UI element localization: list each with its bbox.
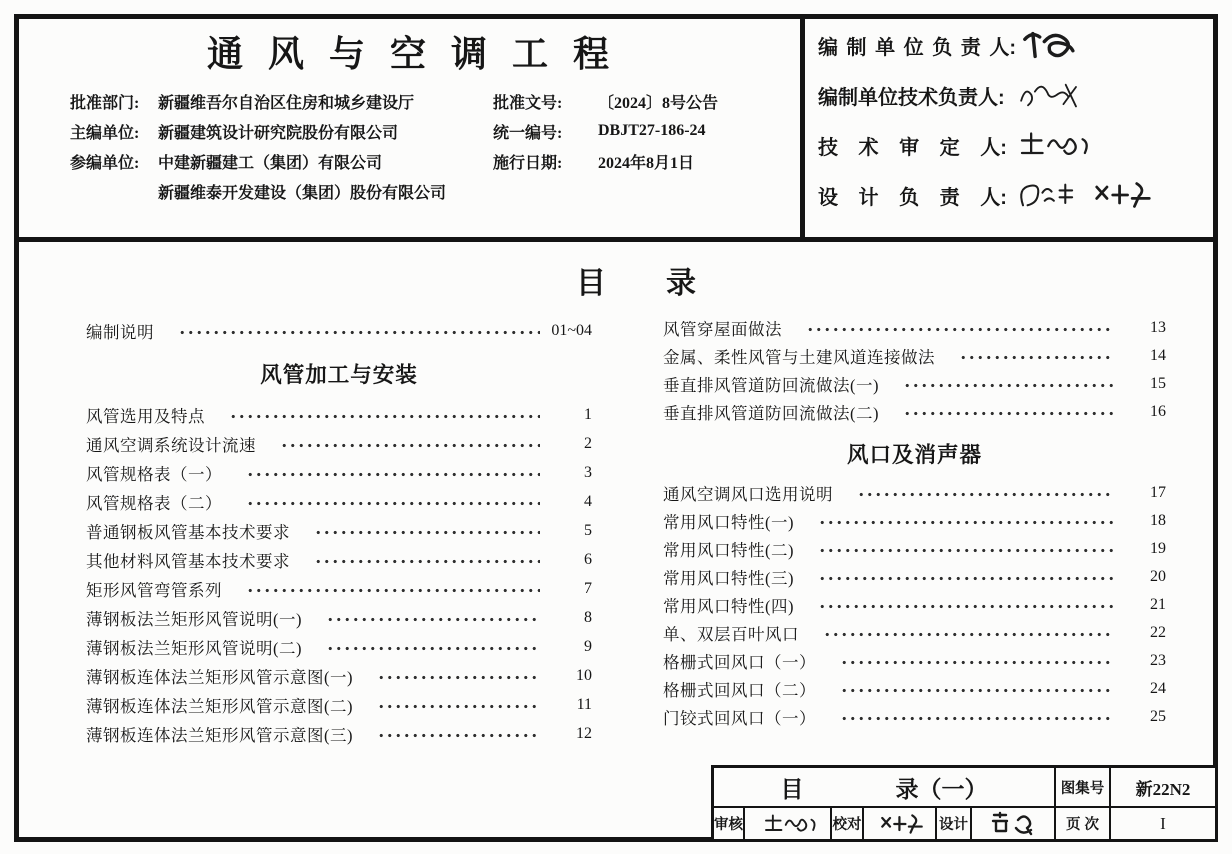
dot-leader [903, 380, 1114, 392]
signer-label: 设 计 负 责 人: [818, 186, 1007, 209]
dot-leader [959, 352, 1114, 364]
dot-leader [377, 671, 540, 683]
toc-entry-page: 19 [1150, 540, 1166, 557]
handwritten-signature [1087, 179, 1159, 211]
signer-label: 技 术 审 定 人: [818, 136, 1007, 159]
atlas-no-label: 图集号 [1056, 768, 1111, 806]
toc-heading: 目 录 [576, 267, 696, 300]
dot-leader [823, 629, 1114, 641]
toc-entry-page: 16 [1150, 403, 1166, 420]
dot-leader [857, 489, 1114, 501]
approval-row [70, 116, 446, 146]
signer-row [818, 120, 1218, 170]
toc-entry-title: 垂直排风管道防回流做法(二) [663, 404, 879, 423]
dot-leader [280, 439, 540, 451]
dot-leader [229, 410, 540, 422]
designer-signature-cell [972, 808, 1056, 839]
toc-entry-title: 薄钢板连体法兰矩形风管示意图(一) [86, 667, 353, 687]
approval-label: 主编单位: [70, 124, 140, 142]
toc-entry [86, 458, 592, 487]
dot-leader [840, 657, 1114, 669]
toc-entry-title: 薄钢板法兰矩形风管说明(二) [86, 638, 302, 658]
toc-entry-page: 22 [1150, 624, 1166, 641]
handwritten-signature [1012, 129, 1096, 161]
reviewer-signature-cell [745, 808, 832, 839]
toc-entry [663, 535, 1166, 563]
title-block-row [714, 808, 1215, 839]
handwritten-signature [872, 812, 932, 836]
signer-label: 编 制 单 位 负 责 人: [818, 36, 1016, 59]
checker-signature-cell [864, 808, 937, 839]
handwritten-signature [1021, 29, 1095, 61]
designer-label: 设计 [937, 808, 972, 839]
toc-entry [663, 314, 1166, 342]
signer-row [818, 20, 1218, 70]
approval-value: 2024年8月1日 [598, 154, 695, 172]
toc-entry [663, 619, 1166, 647]
dot-leader [246, 468, 540, 480]
toc-entry-title: 风管穿屋面做法 [663, 320, 782, 339]
dot-leader [377, 729, 540, 741]
dot-leader [326, 642, 540, 654]
toc-entry [86, 603, 592, 632]
approval-value: 新疆维吾尔自治区住房和城乡建设厅 [158, 94, 415, 112]
toc-entry-page: 11 [576, 695, 592, 713]
toc-entry [86, 316, 592, 345]
toc-section-title: 风口及消声器 [846, 443, 982, 467]
toc-entry-title: 单、双层百叶风口 [663, 625, 799, 644]
approval-label: 参编单位: [70, 154, 140, 172]
toc-entry [663, 647, 1166, 675]
approval-row [70, 86, 446, 116]
approval-label: 统一编号: [493, 124, 563, 142]
toc-entry-title: 格栅式回风口（一） [663, 653, 816, 672]
toc-entry-title: 门铰式回风口（一） [663, 709, 816, 728]
approval-info-left [70, 86, 446, 206]
toc-entry-page: 5 [584, 521, 592, 539]
toc-entry-title: 通风空调系统设计流速 [86, 435, 256, 455]
toc-column-right [663, 314, 1166, 731]
toc-entry-page: 1 [584, 405, 592, 423]
toc-entry-title: 常用风口特性(四) [663, 597, 794, 616]
dot-leader [178, 326, 540, 338]
reviewer-label: 审核 [714, 808, 745, 839]
toc-entry-page: 9 [584, 637, 592, 655]
document-title: 通 风 与 空 调 工 程 [206, 33, 611, 74]
dot-leader [314, 526, 540, 538]
dot-leader [818, 545, 1114, 557]
signature-block [805, 20, 1218, 236]
atlas-no-value: 新22N2 [1135, 779, 1191, 799]
toc-entry [663, 370, 1166, 398]
toc-entry-page: 12 [576, 724, 592, 742]
toc-entry-page: 14 [1150, 347, 1166, 364]
toc-entry-title: 薄钢板连体法兰矩形风管示意图(三) [86, 725, 353, 745]
toc-entry-title: 通风空调风口选用说明 [663, 485, 833, 504]
toc-entry [86, 487, 592, 516]
approval-label: 批准文号: [493, 94, 563, 112]
toc-entry-page: 4 [584, 492, 592, 510]
sheet-title: 目 录（一） [714, 768, 1056, 806]
toc-entry-title: 编制说明 [86, 322, 154, 342]
toc-entry-page: 18 [1150, 512, 1166, 529]
toc-entry [86, 632, 592, 661]
toc-entry [86, 719, 592, 748]
toc-entry [663, 675, 1166, 703]
dot-leader [818, 601, 1114, 613]
toc-entry-title: 垂直排风管道防回流做法(一) [663, 376, 879, 395]
horizontal-divider [14, 237, 1218, 242]
toc-entry-title: 常用风口特性(一) [663, 513, 794, 532]
signer-label: 编制单位技术负责人: [818, 86, 1005, 109]
approval-info-right [493, 86, 718, 176]
toc-entry-page: 10 [576, 666, 592, 684]
dot-leader [840, 713, 1114, 725]
approval-row [70, 176, 446, 206]
dot-leader [246, 584, 540, 596]
toc-entry [663, 398, 1166, 426]
toc-entry [86, 400, 592, 429]
handwritten-signature [1010, 79, 1094, 111]
toc-entry [86, 429, 592, 458]
dot-leader [818, 573, 1114, 585]
toc-entry [663, 591, 1166, 619]
dot-leader [840, 685, 1114, 697]
toc-entry-title: 常用风口特性(三) [663, 569, 794, 588]
approval-value: 中建新疆建工（集团）有限公司 [158, 154, 383, 172]
dot-leader [326, 613, 540, 625]
dot-leader [246, 497, 540, 509]
checker-label: 校对 [832, 808, 864, 839]
toc-entry-page: 7 [584, 579, 592, 597]
toc-entry-page: 2 [584, 434, 592, 452]
toc-entry-page: 20 [1150, 568, 1166, 585]
handwritten-signature [984, 811, 1048, 837]
toc-entry [86, 690, 592, 719]
handwritten-signature [1012, 179, 1082, 211]
toc-entry [663, 563, 1166, 591]
toc-entry-page: 25 [1150, 708, 1166, 725]
approval-label: 施行日期: [493, 154, 563, 172]
toc-entry-title: 常用风口特性(二) [663, 541, 794, 560]
approval-value: 新疆建筑设计研究院股份有限公司 [158, 124, 399, 142]
toc-entry [663, 342, 1166, 370]
toc-entry-title: 薄钢板法兰矩形风管说明(一) [86, 609, 302, 629]
toc-entry-title: 矩形风管弯管系列 [86, 580, 222, 600]
toc-section-title: 风管加工与安装 [260, 363, 418, 387]
page-no-label: 页 次 [1056, 808, 1111, 839]
toc-entry-title: 金属、柔性风管与土建风道连接做法 [663, 348, 935, 367]
toc-entry-page: 17 [1150, 484, 1166, 501]
approval-label: 批准部门: [70, 94, 140, 112]
approval-row [493, 86, 718, 116]
toc-entry [86, 661, 592, 690]
toc-entry-page: 01~04 [551, 321, 592, 339]
toc-entry-title: 风管选用及特点 [86, 406, 205, 426]
approval-value: 〔2024〕8号公告 [598, 94, 719, 112]
approval-row [493, 146, 718, 176]
approval-row [493, 116, 718, 146]
dot-leader [806, 324, 1114, 336]
toc-entry-title: 薄钢板连体法兰矩形风管示意图(二) [86, 696, 353, 716]
toc-entry-page: 21 [1150, 596, 1166, 613]
dot-leader [818, 517, 1114, 529]
toc-entry-page: 8 [584, 608, 592, 626]
toc-entry [663, 507, 1166, 535]
toc-entry-page: 3 [584, 463, 592, 481]
toc-entry-title: 风管规格表（二） [86, 493, 222, 513]
toc-entry-page: 23 [1150, 652, 1166, 669]
dot-leader [377, 700, 540, 712]
toc-entry [86, 516, 592, 545]
page-no-value: I [1160, 813, 1166, 833]
toc-entry [86, 545, 592, 574]
toc-entry-page: 13 [1150, 319, 1166, 336]
signer-row [818, 70, 1218, 120]
approval-row [70, 146, 446, 176]
toc-entry-title: 风管规格表（一） [86, 464, 222, 484]
toc-entry [663, 479, 1166, 507]
handwritten-signature [755, 812, 825, 836]
title-block [711, 765, 1218, 842]
title-block-row [714, 768, 1215, 808]
toc-entry-title: 普通钢板风管基本技术要求 [86, 522, 290, 542]
toc-entry-title: 格栅式回风口（二） [663, 681, 816, 700]
toc-entry-page: 24 [1150, 680, 1166, 697]
dot-leader [903, 408, 1114, 420]
signer-row [818, 170, 1218, 220]
toc-entry-page: 15 [1150, 375, 1166, 392]
toc-column-left [86, 316, 592, 748]
toc-entry [663, 703, 1166, 731]
approval-value: DBJT27-186-24 [598, 122, 706, 139]
toc-entry-page: 6 [584, 550, 592, 568]
approval-value: 新疆维泰开发建设（集团）股份有限公司 [158, 184, 447, 202]
dot-leader [314, 555, 540, 567]
toc-entry-title: 其他材料风管基本技术要求 [86, 551, 290, 571]
toc-entry [86, 574, 592, 603]
